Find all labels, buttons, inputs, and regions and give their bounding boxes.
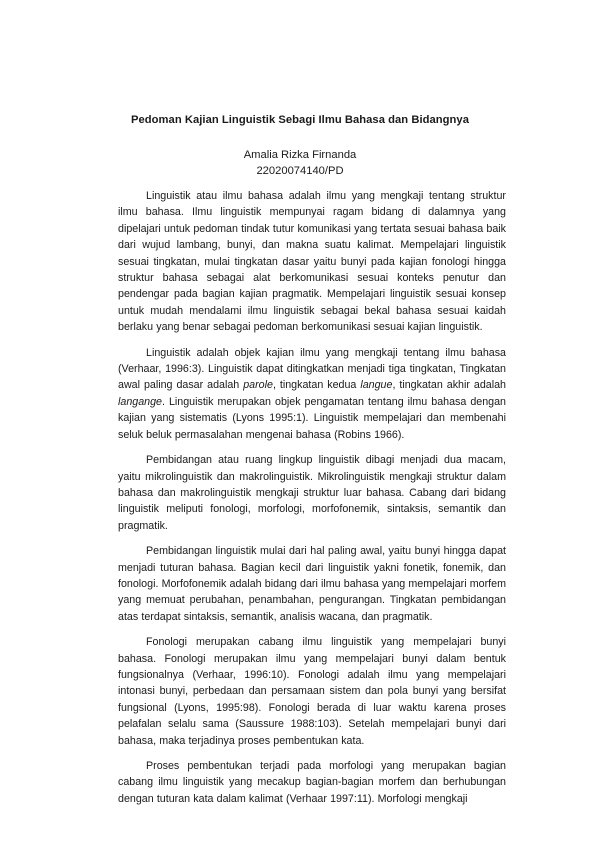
paragraph-2-text-c: , tingkatan akhir adalah [392, 379, 506, 392]
term-langue: langue [360, 379, 393, 392]
paragraph-2-text-a: Linguistik adalah objek kajian ilmu yang mengkaji tentang ilmu bahasa (Verhaar, 1996:3). Linguistik dapat ditingkatkan menjadi tiga tingkatan, Tingkatan awal paling dasar adalah [118, 346, 506, 392]
paragraph-2-text-d: . Linguistik merupakan objek pengamatan tentang ilmu bahasa dengan kajian yang sistematis (Lyons 1995:1). Linguistik mempelajari dan membenahi seluk beluk permasalahan mengenai bahasa (Robins 1966). [118, 395, 506, 441]
paragraph-2-text-b: , tingkatan kedua [272, 379, 361, 392]
paragraph-6: Proses pembentukan terjadi pada morfologi yang merupakan bagian cabang ilmu linguistik yang mecakup bagian-bagian morfem dan berhubungan dengan tuturan kata dalam kalimat (Verhaar 1997:11). Morfologi mengkaji [118, 760, 506, 805]
author-block [0, 147, 600, 179]
author-name: Amalia Rizka Firnanda [243, 149, 357, 161]
paragraph-5: Fonologi merupakan cabang ilmu linguistik yang mempelajari bunyi bahasa. Fonologi merupakan ilmu yang mempelajari bunyi dalam bentuk fungsionalnya (Verhaar, 1996:10). Fonologi adalah ilmu yang mempelajari intonasi bunyi, perbedaan dan persamaan sistem dan pola bunyi yang bersifat fungsional (Lyons, 1995:98). Fonologi berada di luar waktu karena proses pelafalan selalu sama (Saussure 1988:103). Setelah mempelajari bunyi dari bahasa, maka terjadinya proses pembentukan kata. [118, 636, 506, 747]
paragraph-3: Pembidangan atau ruang lingkup linguistik dibagi menjadi dua macam, yaitu mikrolinguistik dan makrolinguistik. Mikrolinguistik mengkaji struktur dalam bahasa dan makrolinguistik mengkaji struktur luar bahasa. Cabang dari bidang linguistik meliputi fonologi, morfologi, morfofonemik, sintaksis, semantik dan pragmatik. [118, 454, 506, 532]
paragraph-4: Pembidangan linguistik mulai dari hal paling awal, yaitu bunyi hingga dapat menjadi tuturan bahasa. Bagian kecil dari linguistik yakni fonetik, fonemik, dan fonologi. Morfofonemik adalah bidang dari ilmu bahasa yang mempelajari morfem yang memuat perubahan, penambahan, pengurangan. Tingkatan pembidangan atas terdapat sintaksis, semantik, analisis wacana, dan pragmatik. [118, 545, 506, 623]
paragraph-2 [118, 345, 506, 443]
term-parole: parole [243, 379, 273, 392]
paragraph-1: Linguistik atau ilmu bahasa adalah ilmu yang mengkaji tentang struktur ilmu bahasa. Ilmu linguistik mempunyai ragam bidang di dalamnya yang dipelajari untuk pedoman tindak tutur komunikasi yang tertata sesuai bahasa baik dari wujud lambang, bunyi, dan makna suatu kalimat. Mempelajari linguistik sesuai tingkatan, mulai tingkatan dasar yaitu bunyi pada kajian fonologi hingga struktur bahasa sebagai alat berkomunikasi sesuai konteks penutur dan pendengar pada bagian kajian pragmatik. Mempelajari linguistik sesuai konsep untuk mudah mendalami ilmu linguistik sebagai bekal bahasa sesuai kaidah berlaku yang benar sebagai pedoman berkomunikasi sesuai kajian linguistik. [118, 190, 506, 334]
author-id: 22020074140/PD [256, 165, 344, 177]
document-title: Pedoman Kajian Linguistik Sebagi Ilmu Bahasa dan Bidangnya [131, 114, 469, 126]
document-body [118, 188, 506, 816]
term-langange: langange [118, 395, 162, 408]
